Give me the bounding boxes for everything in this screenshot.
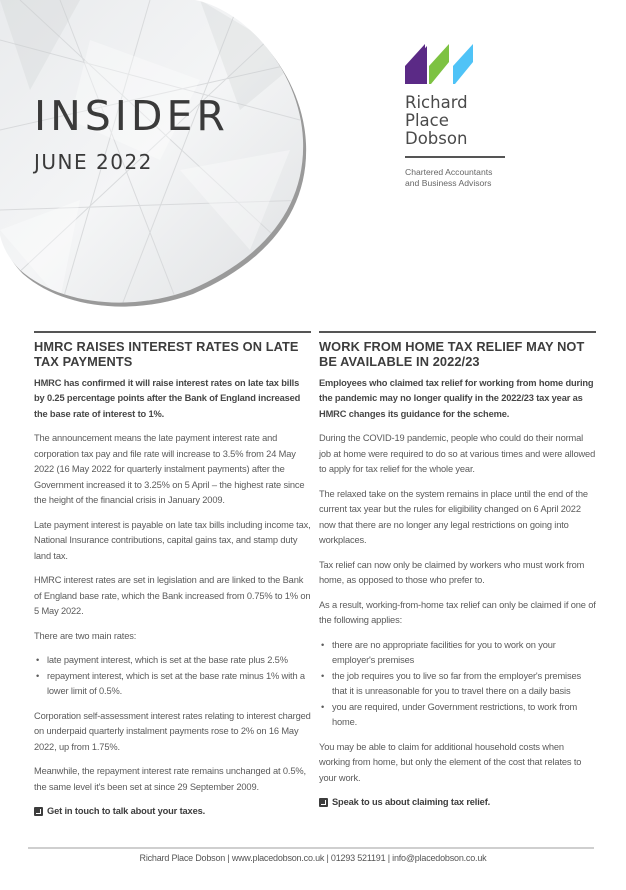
article-top-rule [319, 331, 596, 333]
masthead-hero [0, 0, 330, 320]
article-paragraph: Corporation self-assessment interest rates relating to interest charged on underpaid quarterly instalment payments rose to 2% on 16 May 2022, up from 1.75%. [34, 710, 311, 752]
article-headline: HMRC RAISES INTEREST RATES ON LATE TAX PAYMENTS [34, 338, 299, 369]
article-paragraph: Meanwhile, the repayment interest rate remains unchanged at 0.5%, the same level it's been set at since 29 September 2009. [34, 766, 306, 792]
article-headline: WORK FROM HOME TAX RELIEF MAY NOT BE AVAILABLE IN 2022/23 [319, 338, 585, 369]
article-paragraph: You may be able to claim for additional household costs when working from home, but only the element of the cost that relates to your work. [319, 741, 582, 783]
footer-contact: Richard Place Dobson | www.placedobson.co.uk | 01293 521191 | info@placedobson.co.uk [139, 853, 487, 863]
eligibility-list [319, 638, 596, 731]
arrow-box-icon [319, 798, 328, 807]
article-paragraph: The relaxed take on the system remains in place until the end of the current tax year but the rules for eligibility changed on 6 April 2022 now that there are no longer any legal restrictions on going into workplaces. [319, 488, 588, 545]
cta-label: Get in touch to talk about your taxes. [47, 806, 206, 816]
logo-wordmark [405, 94, 545, 148]
logo-name-line: Dobson [405, 129, 468, 148]
list-item: • the job requires you to live so far from the employer's premises that it is unreasonable for you to travel there on a daily basis [319, 669, 596, 700]
list-item: • there are no appropriate facilities for you to work on your employer's premises [319, 638, 596, 669]
issue-date: JUNE 2022 [34, 150, 153, 174]
company-logo [405, 44, 545, 189]
article-hmrc-interest-rates [34, 331, 311, 819]
article-lead: HMRC has confirmed it will raise interest rates on late tax bills by 0.25 percentage points after the Bank of England increased the base rate of interest to 1%. [34, 377, 301, 419]
footer-divider [28, 847, 594, 849]
cta-label: Speak to us about claiming tax relief. [332, 797, 491, 807]
article-top-rule [34, 331, 311, 333]
article-paragraph: During the COVID-19 pandemic, people who could do their normal job at home were required to do so at various times and were allowed to apply for tax relief for the whole year. [319, 433, 596, 474]
arrow-box-icon [34, 807, 43, 816]
article-paragraph: The announcement means the late payment interest rate and corporation tax pay and file rate will increase to 3.5% from 24 May 2022 (16 May 2022 for quarterly instalment payments) after the Government increased it to 3.25% on 5 April – the highest rate since the height of the financial crisis in January 2009. [34, 433, 305, 505]
logo-tagline-line: Chartered Accountants [405, 167, 493, 177]
logo-stripes-icon [405, 44, 475, 84]
masthead-title: INSIDER [34, 92, 229, 140]
list-item: • you are required, under Government restrictions, to work from home. [319, 700, 596, 731]
list-item: • late payment interest, which is set at the base rate plus 2.5% [34, 653, 311, 669]
logo-tagline [405, 167, 545, 189]
article-lead: Employees who claimed tax relief for working from home during the pandemic may no longer qualify in the 2022/23 tax year as HMRC changes its guidance for the scheme. [319, 377, 594, 419]
article-paragraph: HMRC interest rates are set in legislation and are linked to the Bank of England base rate, which the Bank increased from 0.75% to 1% on 5 May 2022. [34, 575, 311, 616]
article-paragraph: As a result, working-from-home tax relief can only be claimed if one of the following applies: [319, 599, 596, 625]
logo-name-line: Richard [405, 93, 468, 112]
contact-cta[interactable] [319, 795, 596, 810]
logo-name-line: Place [405, 111, 449, 130]
rates-list [34, 653, 311, 700]
contact-cta[interactable] [34, 804, 311, 819]
list-item: • repayment interest, which is set at the base rate minus 1% with a lower limit of 0.5%. [34, 669, 311, 700]
article-paragraph: Late payment interest is payable on late tax bills including income tax, National Insurance contributions, capital gains tax, and stamp duty land tax. [34, 519, 311, 561]
article-paragraph: Tax relief can now only be claimed by workers who must work from home, as opposed to those who prefer to. [319, 559, 585, 585]
logo-divider [405, 156, 505, 158]
article-work-from-home-relief [319, 331, 596, 810]
logo-tagline-line: and Business Advisors [405, 178, 492, 188]
article-paragraph: There are two main rates: [34, 630, 137, 641]
